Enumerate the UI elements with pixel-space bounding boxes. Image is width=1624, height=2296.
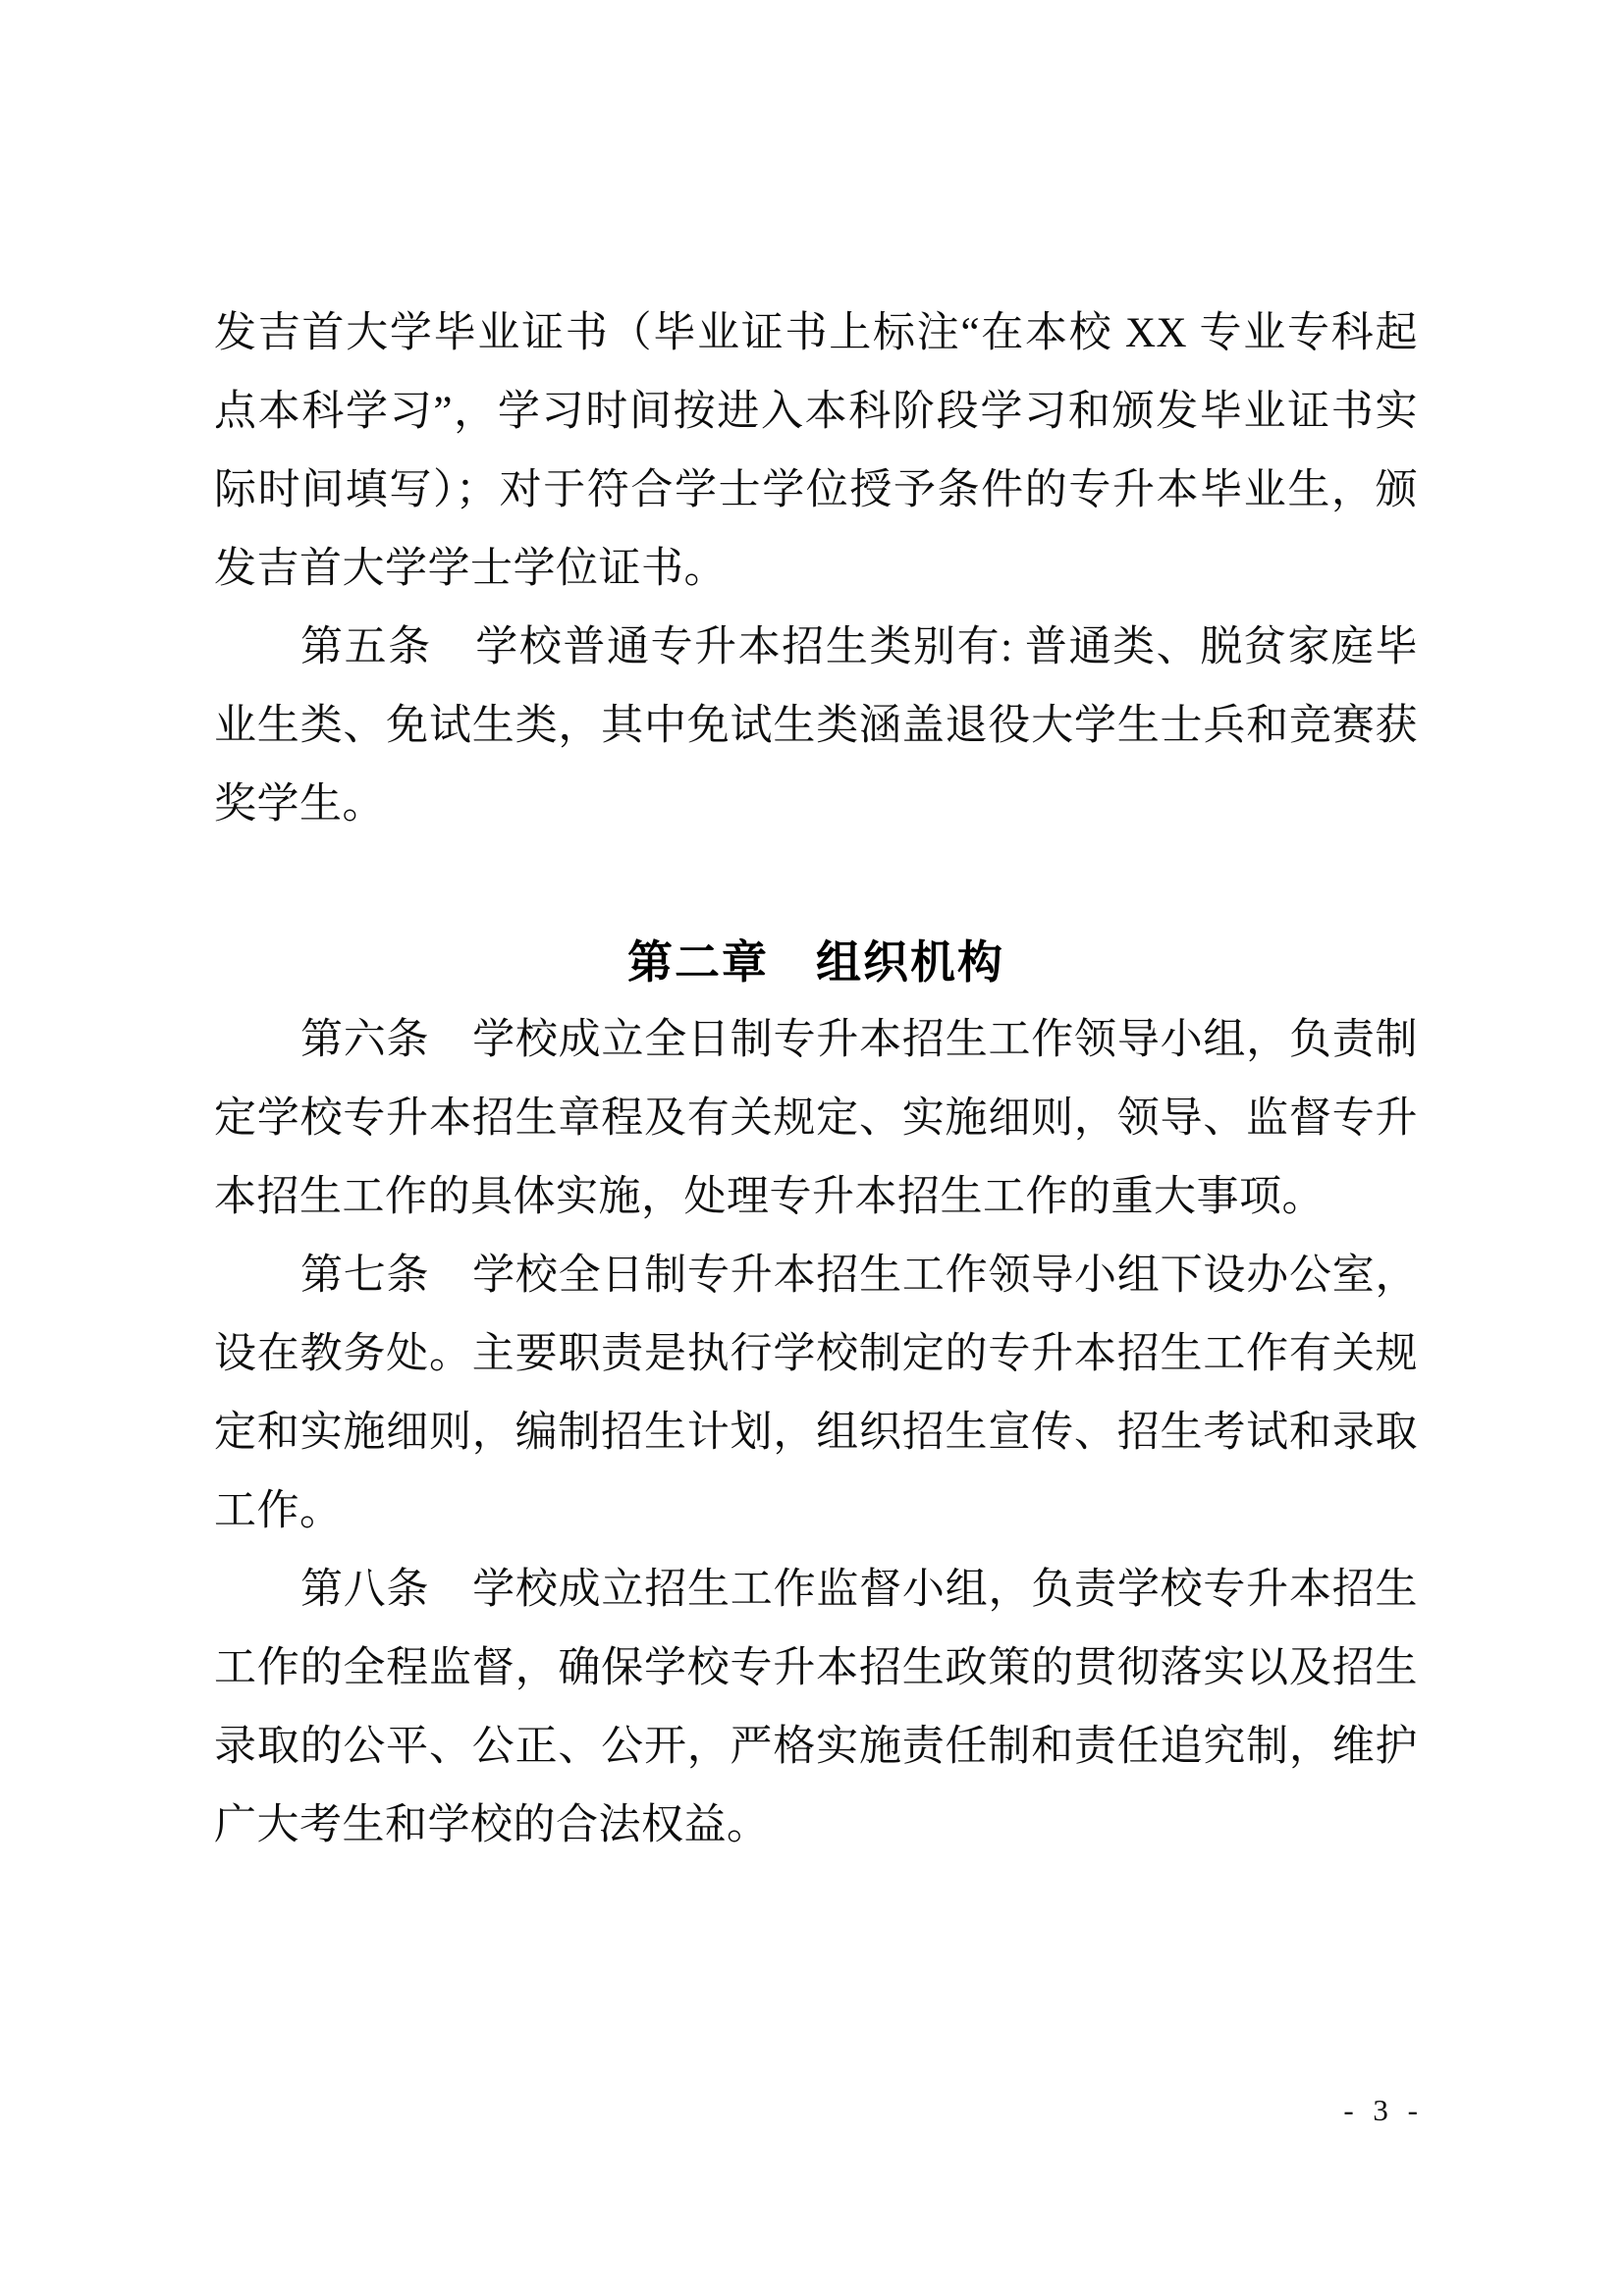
text-line: 奖学生。: [214, 781, 385, 828]
text-line: 录取的公平、公正、公开，严格实施责任制和责任追究制，维护: [214, 1724, 1418, 1770]
spacer-line: [214, 844, 1418, 923]
text-line: 际时间填写）；对于符合学士学位授予条件的专升本毕业生，颁: [214, 467, 1418, 513]
text-line: 广大考生和学校的合法权益。: [214, 1802, 770, 1848]
text-line: 定学校专升本招生章程及有关规定、实施细则，领导、监督专升: [214, 1095, 1418, 1142]
text-line: 设在教务处。主要职责是执行学校制定的专升本招生工作有关规: [214, 1331, 1418, 1377]
paragraph: [214, 1001, 1418, 1237]
text-line: 工作。: [214, 1488, 343, 1534]
text-line: 点本科学习”，学习时间按进入本科阶段学习和颁发毕业证书实: [214, 389, 1418, 435]
text-line: 第六条 学校成立全日制专升本招生工作领导小组，负责制: [300, 1017, 1418, 1063]
text-line: 第五条 学校普通专升本招生类别有: 普通类、脱贫家庭毕: [300, 624, 1418, 670]
text-line: 工作的全程监督，确保学校专升本招生政策的贯彻落实以及招生: [214, 1645, 1418, 1691]
paragraph: [214, 294, 1418, 609]
text-line: 定和实施细则，编制招生计划，组织招生宣传、招生考试和录取: [214, 1410, 1418, 1456]
section-heading: 第二章 组织机构: [627, 936, 1004, 988]
text-line: 发吉首大学毕业证书（毕业证书上标注“在本校 XX 专业专科起: [214, 310, 1418, 356]
paragraph: [214, 609, 1418, 844]
paragraph: [214, 1237, 1418, 1551]
paragraph: [214, 1551, 1418, 1865]
text-line: 第八条 学校成立招生工作监督小组，负责学校专升本招生: [300, 1567, 1418, 1613]
text-line: 本招生工作的具体实施，处理专升本招生工作的重大事项。: [214, 1174, 1325, 1220]
text-line: 业生类、免试生类，其中免试生类涵盖退役大学生士兵和竞赛获: [214, 703, 1418, 749]
text-line: 第七条 学校全日制专升本招生工作领导小组下设办公室，: [300, 1253, 1418, 1299]
text-line: 发吉首大学学士学位证书。: [214, 546, 727, 592]
document-body: [214, 294, 1418, 1865]
page-number: - 3 -: [1343, 2093, 1424, 2127]
